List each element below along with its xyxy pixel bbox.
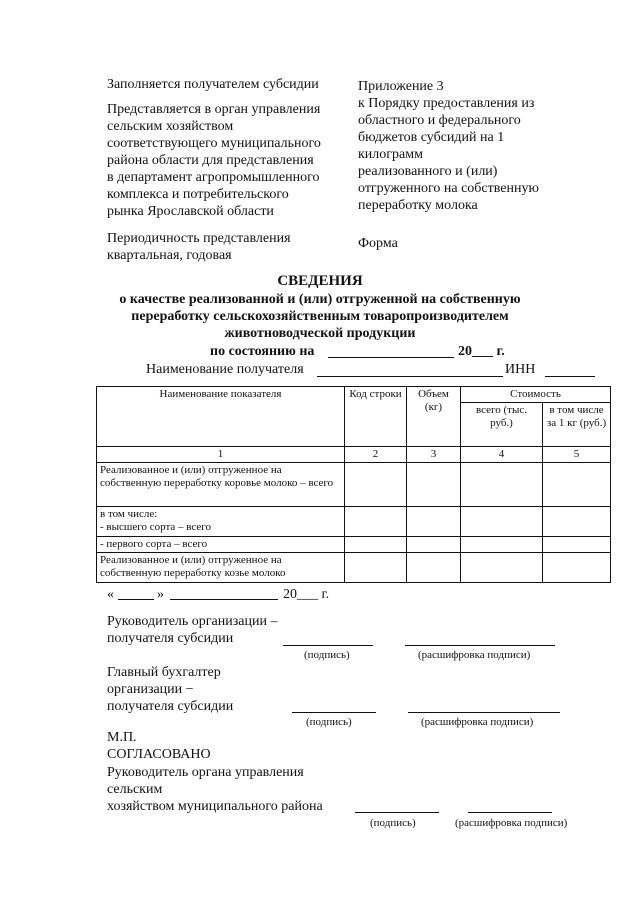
authority-signature-field[interactable] — [355, 812, 439, 813]
date-month-field[interactable] — [170, 599, 278, 600]
header-volume: Объем (кг) — [407, 387, 461, 447]
column-number: 3 — [407, 447, 461, 463]
date-day-field[interactable] — [118, 599, 154, 600]
recipient-name-field[interactable] — [317, 376, 503, 377]
table-row — [97, 507, 611, 537]
submitted-to-note: Представляется в орган управления сельским хозяйством соответствующего муниципального района области для представления в департамент агропромышленного комплекса и потребительского рынка Ярославской области — [107, 102, 321, 219]
cost-per-kg-cell[interactable] — [543, 463, 611, 507]
cost-per-kg-cell[interactable] — [543, 507, 611, 537]
document-subtitle: о качестве реализованной и (или) отгруженной на собственную переработку сельскохозяйственным товаропроизводителем животноводческой продукции — [119, 292, 521, 341]
stamp-mark: М.П. — [107, 730, 137, 745]
row-label: Реализованное и (или) отгруженное на собственную переработку коровье молоко – всего — [97, 463, 345, 507]
code-cell[interactable] — [345, 463, 407, 507]
column-number: 5 — [543, 447, 611, 463]
periodicity-note: Периодичность представления квартальная, годовая — [107, 231, 291, 263]
header-code: Код строки — [345, 387, 407, 447]
agreed-label: СОГЛАСОВАНО — [107, 747, 211, 762]
head-signature-field[interactable] — [283, 645, 373, 646]
row-label: в том числе: - высшего сорта – всего — [97, 507, 345, 537]
inn-field[interactable] — [545, 376, 595, 377]
cost-per-kg-cell[interactable] — [543, 553, 611, 583]
header-indicator: Наименование показателя — [97, 387, 345, 447]
authority-decoding-field[interactable] — [468, 812, 552, 813]
signature-caption: (подпись) — [304, 649, 350, 661]
cost-per-kg-cell[interactable] — [543, 537, 611, 553]
code-cell[interactable] — [345, 553, 407, 583]
accountant-signature-field[interactable] — [292, 712, 376, 713]
date-year: 20___ г. — [283, 587, 330, 602]
volume-cell[interactable] — [407, 463, 461, 507]
cost-total-cell[interactable] — [461, 537, 543, 553]
filled-by-note: Заполняется получателем субсидии — [107, 77, 319, 92]
appendix-reference: Приложение 3 к Порядку предоставления из областного и федерального бюджетов субсидий на 1 килограмм реализованного и (или) отгруженного на собственную переработку молока — [358, 79, 539, 213]
header-cost-total: всего (тыс. руб.) — [461, 403, 543, 447]
header-cost-per-kg: в том числе за 1 кг (руб.) — [543, 403, 611, 447]
head-decoding-field[interactable] — [405, 645, 555, 646]
date-open-quote: « — [107, 587, 114, 602]
volume-cell[interactable] — [407, 507, 461, 537]
volume-cell[interactable] — [407, 537, 461, 553]
code-cell[interactable] — [345, 507, 407, 537]
chief-accountant-label: Главный бухгалтер организации − получателя субсидии — [107, 665, 234, 714]
cost-total-cell[interactable] — [461, 553, 543, 583]
signature-caption: (подпись) — [370, 817, 416, 829]
column-number: 1 — [97, 447, 345, 463]
volume-cell[interactable] — [407, 553, 461, 583]
form-label: Форма — [358, 236, 398, 251]
header-cost: Стоимость — [461, 387, 611, 403]
document-title: СВЕДЕНИЯ — [277, 273, 363, 289]
decoding-caption: (расшифровка подписи) — [418, 649, 531, 661]
column-numbers-row — [97, 447, 611, 463]
as-of-year: 20___ г. — [458, 344, 505, 359]
recipient-name-label: Наименование получателя — [146, 362, 304, 377]
authority-head-label: Руководитель органа управления сельским хозяйством муниципального района — [107, 765, 323, 814]
inn-label: ИНН — [505, 362, 536, 377]
cost-total-cell[interactable] — [461, 507, 543, 537]
as-of-date-field[interactable] — [328, 357, 454, 358]
decoding-caption: (расшифровка подписи) — [455, 817, 568, 829]
column-number: 2 — [345, 447, 407, 463]
decoding-caption: (расшифровка подписи) — [421, 716, 534, 728]
accountant-decoding-field[interactable] — [408, 712, 560, 713]
signature-caption: (подпись) — [306, 716, 352, 728]
table-row — [97, 463, 611, 507]
table-row — [97, 537, 611, 553]
column-number: 4 — [461, 447, 543, 463]
row-label: Реализованное и (или) отгруженное на собственную переработку козье молоко — [97, 553, 345, 583]
as-of-label: по состоянию на — [210, 344, 315, 359]
cost-total-cell[interactable] — [461, 463, 543, 507]
quality-data-table — [96, 386, 611, 583]
code-cell[interactable] — [345, 537, 407, 553]
row-label: - первого сорта – всего — [97, 537, 345, 553]
head-label: Руководитель организации – получателя субсидии — [107, 614, 278, 646]
date-close-quote: » — [157, 587, 164, 602]
table-row — [97, 553, 611, 583]
